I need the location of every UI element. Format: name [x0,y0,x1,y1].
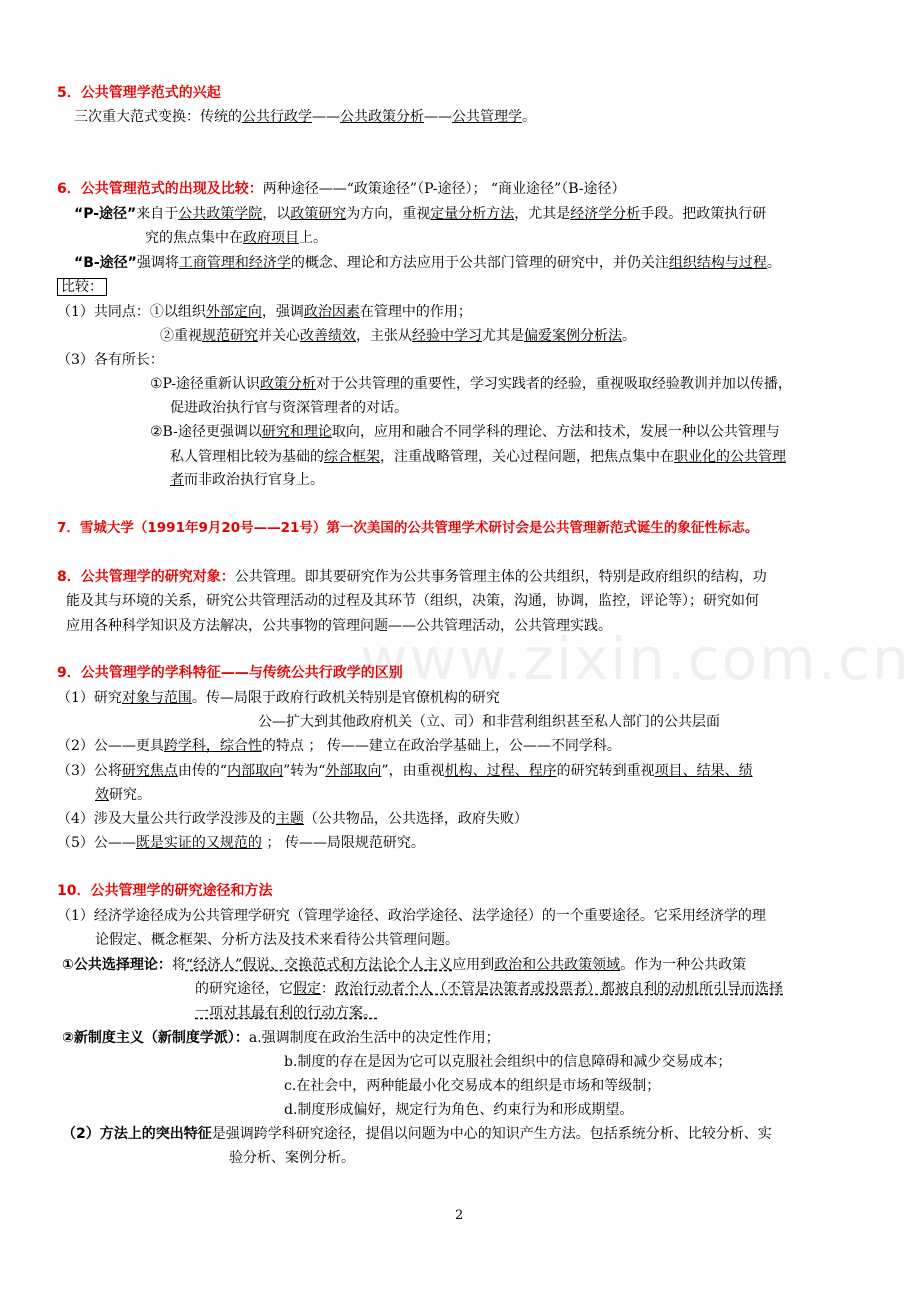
section-6-heading: 6．公共管理范式的出现及比较：两种途径——“政策途径”（P-途径）； “商业途径”（B-途径） [57,181,626,197]
section-9-item-1b: 公—扩大到其他政府机关（立、司）和非营利组织甚至私人部门的公共层面 [258,714,720,730]
new-institutionalism-c: c.在社会中，两种能最小化交易成本的组织是市场和等级制； [284,1078,661,1094]
section-8-line-1: 8．公共管理学的研究对象：公共管理。即其要研究作为公共事务管理主体的公共组织，特别是政府组织的结构，功 [57,569,767,585]
strengths-label: （3）各有所长： [57,352,164,368]
section-5-heading: 5．公共管理学范式的兴起 [57,85,221,101]
strength-b-line-1: ②B-途径更强调以研究和理论取向，应用和融合不同学科的理论、方法和技术，发展一种以公共管理与 [150,424,780,440]
method-line-2: 验分析、案例分析。 [229,1150,355,1166]
new-institutionalism-b: b.制度的存在是因为它可以克服社会组织中的信息障碍和减少交易成本； [284,1054,732,1070]
method-line-1: （2）方法上的突出特征是强调跨学科研究途径，提倡以问题为中心的知识产生方法。包括系统分析、比较分析、实 [62,1126,772,1142]
section-10-heading: 10．公共管理学的研究途径和方法 [57,883,273,899]
section-9-heading: 9．公共管理学的学科特征——与传统公共行政学的区别 [57,665,403,681]
new-institutionalism-d: d.制度形成偏好，规定行为角色、约束行为和形成期望。 [284,1102,634,1118]
p-route-line-1: “P-途径”来自于公共政策学院，以政策研究为方向，重视定量分析方法，尤其是经济学分析手段。把政策执行研 [74,206,767,222]
section-9-item-4: （4）涉及大量公共行政学没涉及的主题（公共物品，公共选择，政府失败） [57,811,528,827]
section-9-item-1: （1）研究对象与范围。传—局限于政府行政机关特别是官僚机构的研究 [57,690,500,706]
section-10-line-1: （1）经济学途径成为公共管理学研究（管理学途径、政治学途径、法学途径）的一个重要途径。它采用经济学的理 [57,908,766,924]
strength-p-line-2: 促进政治执行官与资深管理者的对话。 [170,400,408,416]
strength-b-line-3: 者而非政治执行官身上。 [170,472,324,488]
b-route-line: “B-途径”强调将工商管理和经济学的概念、理论和方法应用于公共部门管理的研究中，并仍关注组织结构与过程。 [74,255,781,271]
section-9-item-3: （3）公将研究焦点由传的“内部取向”转为“外部取向”，由重视机构、过程、程序的研究转到重视项目、结果、绩 [57,763,753,779]
new-institutionalism-a: ②新制度主义（新制度学派）：a.强调制度在政治生活中的决定性作用； [62,1030,500,1046]
page-number: 2 [455,1208,464,1223]
section-8-line-3: 应用各种科学知识及方法解决，公共事物的管理问题——公共管理活动，公共管理实践。 [66,618,612,634]
section-9-item-3b: 效研究。 [95,787,151,803]
common-point-1: （1）共同点：①以组织外部定向，强调政治因素在管理中的作用； [57,304,472,320]
common-point-2: ②重视规范研究并关心改善绩效，主张从经验中学习尤其是偏爱案例分析法。 [160,328,636,344]
section-9-item-5: （5）公——既是实证的又规范的 ； 传——局限规范研究。 [57,835,425,851]
strength-b-line-2: 私人管理相比较为基础的综合框架，注重战略管理，关心过程问题，把焦点集中在职业化的公共管理 [170,449,786,465]
section-8-line-2: 能及其与环境的关系，研究公共管理活动的过程及其环节（组织，决策，沟通，协调，监控，评论等）；研究如何 [66,593,759,609]
section-5-line: 三次重大范式变换：传统的公共行政学——公共政策分析——公共管理学。 [74,109,536,125]
strength-p-line-1: ①P-途径重新认识政策分析对于公共管理的重要性，学习实践者的经验，重视吸取经验教训并加以传播， [150,376,792,392]
p-route-line-2: 究的焦点集中在政府项目上。 [145,230,327,246]
public-choice-line-3: 一项对其最有利的行动方案。 [195,1005,377,1021]
section-7-heading: 7．雪城大学（1991年9月20号——21号）第一次美国的公共管理学术研讨会是公共管理新范式诞生的象征性标志。 [57,520,759,536]
compare-label: 比较： [57,277,107,297]
section-10-line-2: 论假定、概念框架、分析方法及技术来看待公共管理问题。 [95,932,459,948]
public-choice-line-1: ①公共选择理论：将“经济人”假说、交换范式和方法论个人主义应用到政治和公共政策领域。作为一种公共政策 [62,957,747,973]
section-9-item-2: （2）公——更具跨学科，综合性的特点 ； 传——建立在政治学基础上，公——不同学科。 [57,738,621,754]
public-choice-line-2: 的研究途径，它假定：政治行动者个人（不管是决策者或投票者）都被自利的动机所引导而选择 [195,981,783,997]
watermark: www.zixin.com.cn [360,625,911,693]
